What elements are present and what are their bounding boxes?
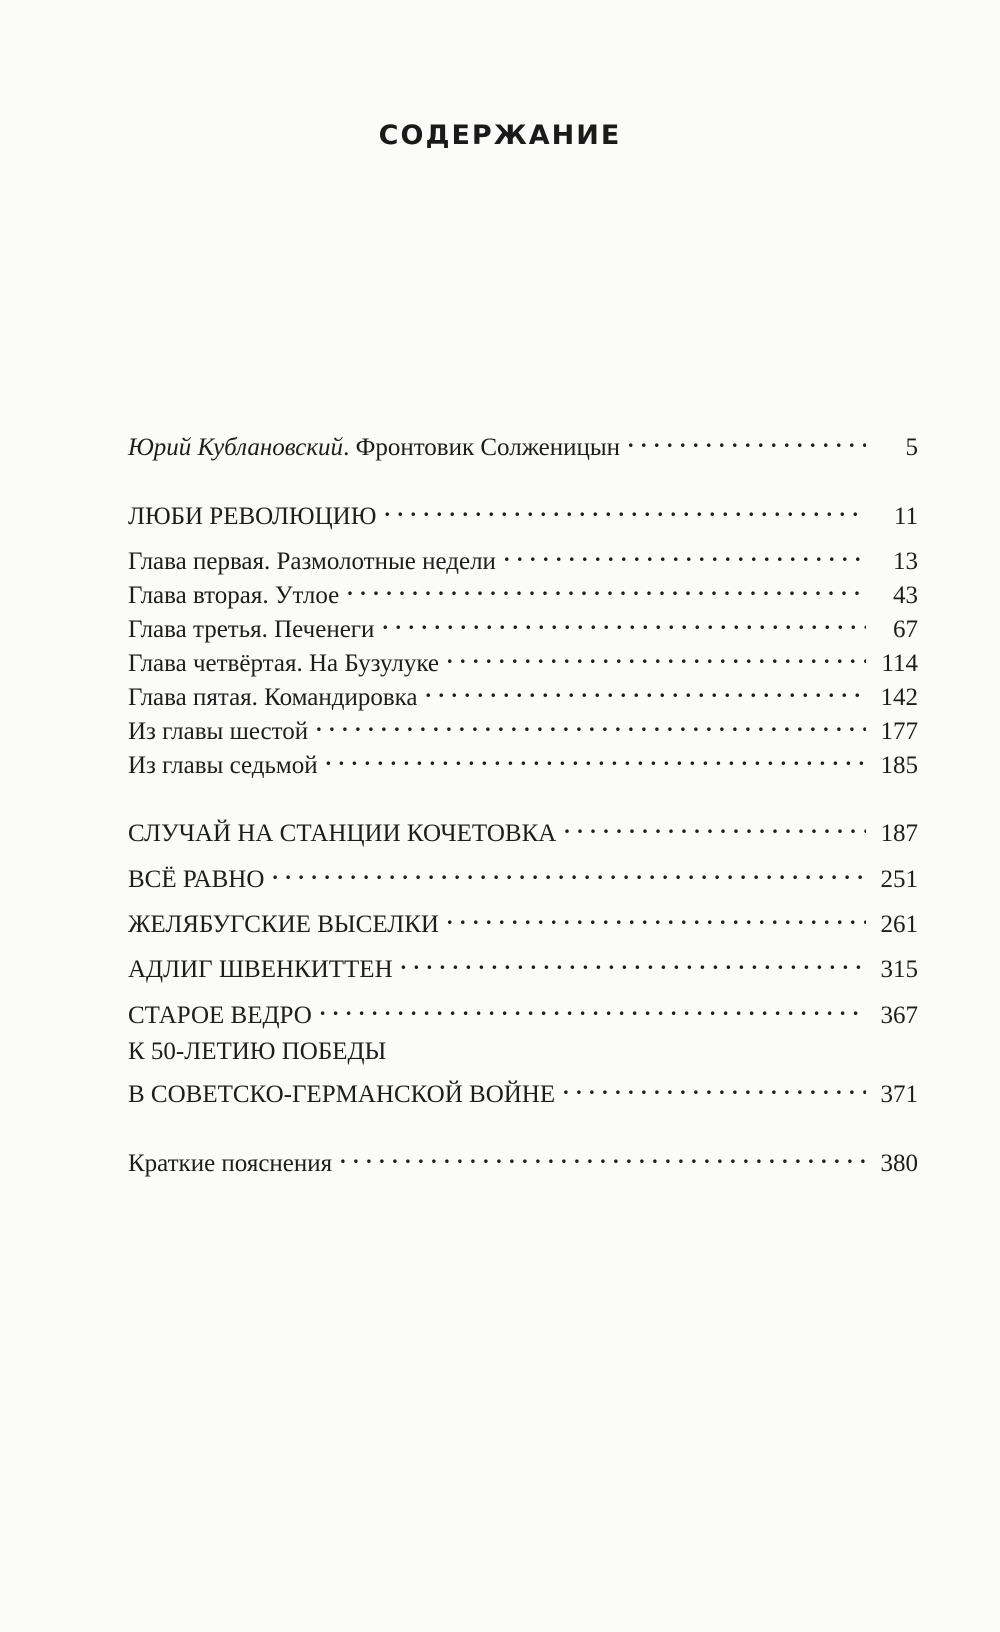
toc-entry-page: 177	[880, 718, 918, 745]
toc-entry-label: СТАРОЕ ВЕДРО	[128, 1002, 312, 1029]
leader-dots	[504, 539, 866, 569]
toc-entry-label: Краткие пояснения	[128, 1150, 333, 1177]
toc-entry-label: Глава вторая. Утлое	[128, 582, 340, 609]
leader-dots	[382, 607, 866, 637]
toc-entry-story[interactable]	[128, 947, 918, 985]
toc-entry-part[interactable]	[128, 494, 918, 532]
toc-entry-story[interactable]	[128, 857, 918, 895]
toc-entry-page: 251	[880, 866, 918, 893]
toc-entry-page: 67	[893, 616, 918, 643]
toc-entry-notes[interactable]	[128, 1141, 918, 1179]
toc-entry-page: 367	[880, 1002, 918, 1029]
toc-entry-story[interactable]	[128, 993, 918, 1031]
leader-dots	[447, 902, 866, 932]
leader-dots	[563, 1072, 866, 1102]
leader-dots	[447, 641, 866, 671]
toc-entry-label: ВСЁ РАВНО	[128, 866, 265, 893]
toc-entry-page: 43	[893, 582, 918, 609]
toc-entry-page: 315	[880, 956, 918, 983]
toc-entry-story[interactable]	[128, 902, 918, 940]
leader-dots	[564, 811, 866, 841]
toc-entry-chapter[interactable]	[128, 743, 918, 781]
leader-dots	[326, 743, 866, 773]
toc-entry-anniversary[interactable]	[128, 1072, 918, 1110]
toc-entry-page: 371	[880, 1081, 918, 1108]
toc-entry-author: Юрий Кублановский	[128, 434, 344, 461]
toc-entry-page: 114	[881, 650, 918, 677]
toc-entry-page: 11	[893, 503, 918, 530]
toc-entry-anniversary-line1[interactable]: К 50-ЛЕТИЮ ПОБЕДЫ	[128, 1038, 387, 1065]
leader-dots	[401, 947, 866, 977]
toc-entry-label: Из главы седьмой	[128, 752, 318, 779]
toc-entry-label: В СОВЕТСКО-ГЕРМАНСКОЙ ВОЙНЕ	[128, 1081, 556, 1108]
toc-entry-chapter[interactable]	[128, 539, 918, 577]
leader-dots	[426, 675, 866, 705]
toc-entry-label: Глава пятая. Командировка	[128, 684, 418, 711]
toc-entry-label: Глава третья. Печенеги	[128, 616, 375, 643]
toc-entry-label: СЛУЧАЙ НА СТАНЦИИ КОЧЕТОВКА	[128, 820, 557, 847]
toc-entry-page: 13	[893, 548, 918, 575]
toc-entry-label: ЛЮБИ РЕВОЛЮЦИЮ	[128, 503, 377, 530]
leader-dots	[384, 494, 866, 524]
leader-dots	[272, 857, 866, 887]
toc-entry-page: 5	[905, 434, 918, 461]
toc-entry-page: 142	[880, 684, 918, 711]
toc-entry-page: 261	[880, 911, 918, 938]
toc-entry-label: ЖЕЛЯБУГСКИЕ ВЫСЕЛКИ	[128, 911, 439, 938]
toc-entry-label: Из главы шестой	[128, 718, 309, 745]
page-title: СОДЕРЖАНИЕ	[378, 120, 622, 151]
toc-entry-label	[128, 433, 620, 463]
toc-entry-chapter[interactable]	[128, 573, 918, 611]
toc-entry-chapter[interactable]	[128, 607, 918, 645]
toc-entry-chapter[interactable]	[128, 675, 918, 713]
toc-entry-label: Глава первая. Размолотные недели	[128, 548, 496, 575]
leader-dots	[316, 709, 866, 739]
leader-dots	[340, 1141, 866, 1171]
leader-dots	[320, 993, 866, 1023]
leader-dots	[347, 573, 866, 603]
toc-entry-story[interactable]	[128, 811, 918, 849]
toc-entry-chapter[interactable]	[128, 709, 918, 747]
toc-entry-page: 187	[880, 820, 918, 847]
toc-entry-label: Глава четвёртая. На Бузулуке	[128, 650, 439, 677]
toc-entry-page: 380	[880, 1150, 918, 1177]
leader-dots	[628, 425, 866, 455]
toc-entry-intro[interactable]	[128, 425, 918, 463]
toc-entry-label: АДЛИГ ШВЕНКИТТЕН	[128, 956, 393, 983]
toc-entry-page: 185	[880, 752, 918, 779]
toc-entry-chapter[interactable]	[128, 641, 918, 679]
toc-entry-title: . Фронтовик Солженицын	[343, 434, 621, 461]
